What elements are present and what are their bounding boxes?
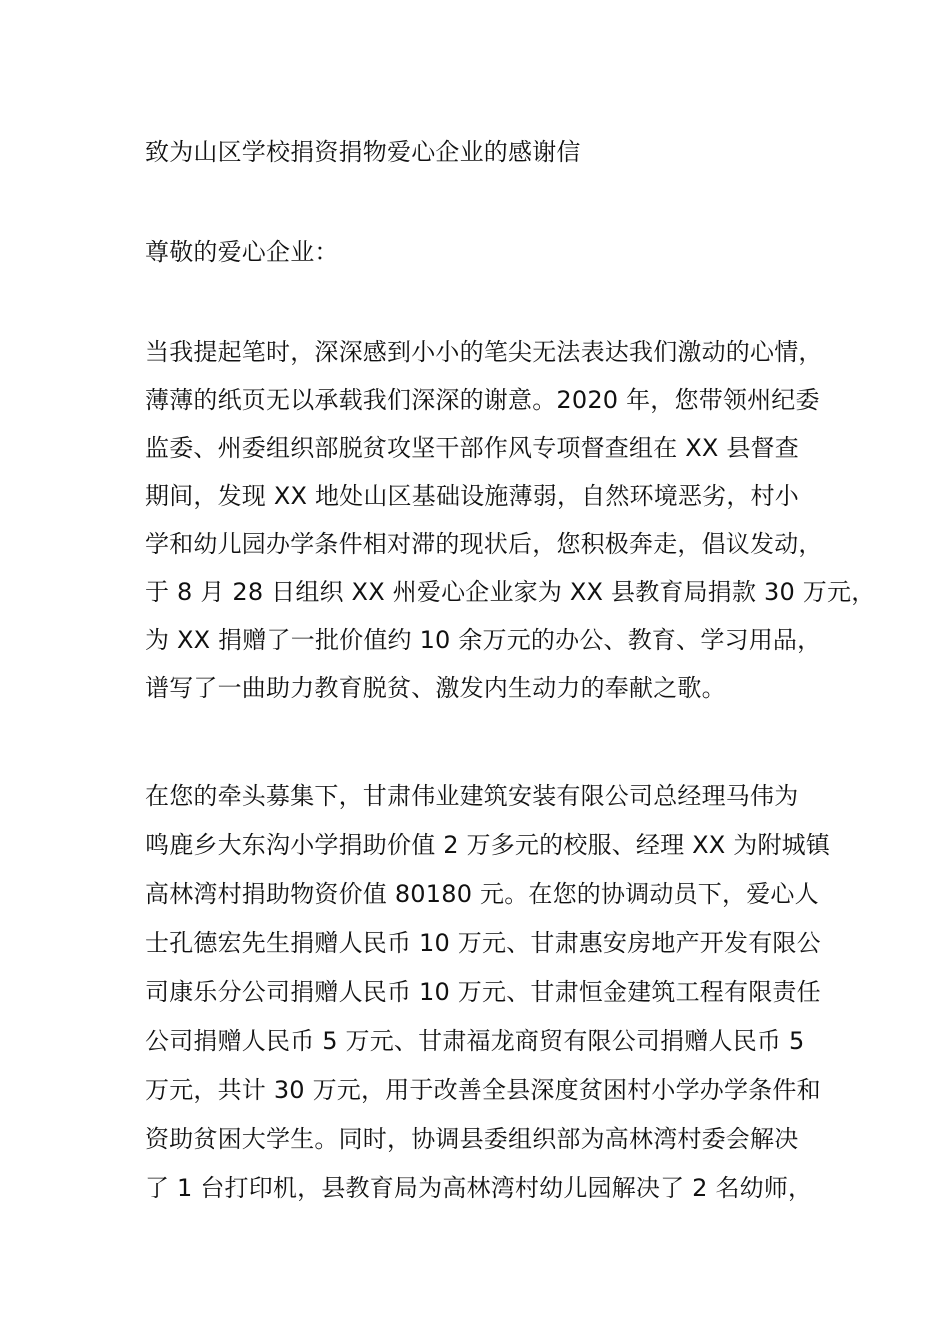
paragraph-line: 当我提起笔时，深深感到小小的笔尖无法表达我们激动的心情， bbox=[145, 338, 823, 366]
paragraph-line: 资助贫困大学生。同时，协调县委组织部为高林湾村委会解决 bbox=[145, 1125, 799, 1153]
paragraph-line: 士孔德宏先生捐赠人民币 10 万元、甘肃惠安房地产开发有限公 bbox=[145, 929, 821, 957]
paragraph-line: 高林湾村捐助物资价值 80180 元。在您的协调动员下，爱心人 bbox=[145, 880, 819, 908]
paragraph-line: 期间，发现 XX 地处山区基础设施薄弱，自然环境恶劣，村小 bbox=[145, 482, 799, 510]
paragraph-line: 公司捐赠人民币 5 万元、甘肃福龙商贸有限公司捐赠人民币 5 bbox=[145, 1027, 805, 1055]
salutation: 尊敬的爱心企业： bbox=[145, 238, 339, 266]
paragraph-line: 司康乐分公司捐赠人民币 10 万元、甘肃恒金建筑工程有限责任 bbox=[145, 978, 821, 1006]
paragraph-line: 于 8 月 28 日组织 XX 州爱心企业家为 XX 县教育局捐款 30 万元， bbox=[145, 578, 876, 606]
paragraph-line: 鸣鹿乡大东沟小学捐助价值 2 万多元的校服、经理 XX 为附城镇 bbox=[145, 831, 831, 859]
paragraph-line: 万元，共计 30 万元，用于改善全县深度贫困村小学办学条件和 bbox=[145, 1076, 821, 1104]
paragraph-line: 学和幼儿园办学条件相对滞的现状后，您积极奔走，倡议发动， bbox=[145, 530, 823, 558]
paragraph-line: 为 XX 捐赠了一批价值约 10 余万元的办公、教育、学习用品， bbox=[145, 626, 822, 654]
document-title: 致为山区学校捐资捐物爱心企业的感谢信 bbox=[145, 138, 581, 166]
paragraph-line: 在您的牵头募集下，甘肃伟业建筑安装有限公司总经理马伟为 bbox=[145, 782, 799, 810]
paragraph-line: 监委、州委组织部脱贫攻坚干部作风专项督查组在 XX 县督查 bbox=[145, 434, 799, 462]
paragraph-line: 谱写了一曲助力教育脱贫、激发内生动力的奉献之歌。 bbox=[145, 674, 726, 702]
paragraph-line: 了 1 台打印机，县教育局为高林湾村幼儿园解决了 2 名幼师， bbox=[145, 1174, 813, 1202]
paragraph-line: 薄薄的纸页无以承载我们深深的谢意。2020 年，您带领州纪委 bbox=[145, 386, 820, 414]
